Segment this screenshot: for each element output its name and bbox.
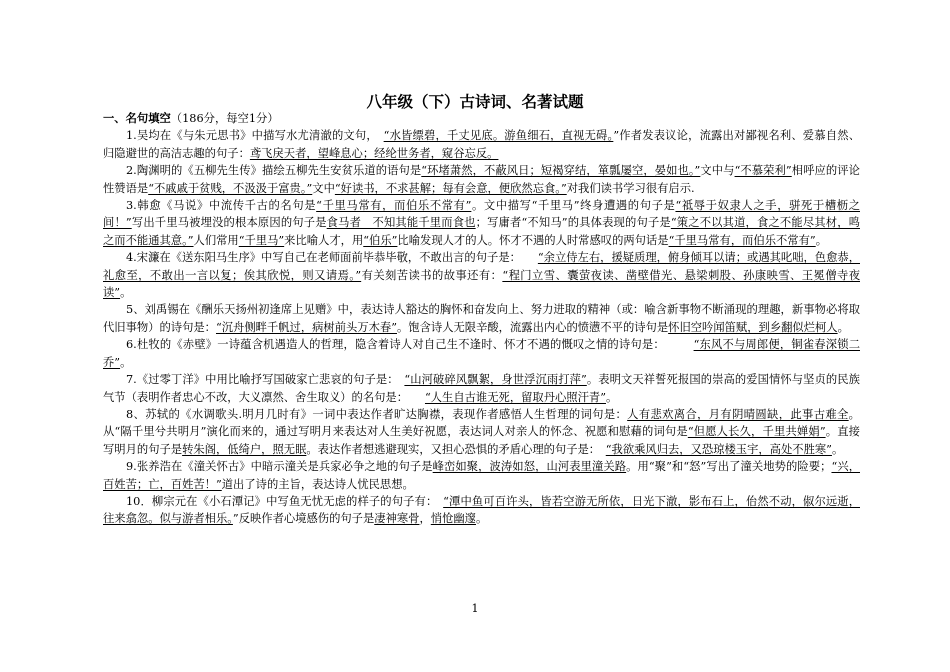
answer-text: 凄神寒骨 <box>374 512 420 526</box>
answer-text: 鸢飞戾天者，望峰息心；经纶世务者，窥谷忘反。 <box>249 146 499 160</box>
question-text: 8、苏轼的《水调歌头.明月几时有》一词中表达作者旷达胸襟，表现作者感悟人生哲理的词句是： <box>126 407 628 421</box>
answer-text: “千里马常有，而伯乐不常有” <box>668 233 816 247</box>
question-text: 。 <box>815 233 827 247</box>
question-text: 。表达作者想逃避现实，又担心恐惧的矛盾心理的句子是： <box>306 442 606 456</box>
answer-text: “但愿人长久，千里共婵娟” <box>687 425 826 439</box>
answer-text: “策之不以其道，食之不能尽其材，鸣之而不能通其意。” <box>103 216 860 247</box>
question-text: 文中与 <box>700 164 735 178</box>
question-text: 相呼应的评论性赞语是 <box>103 164 860 195</box>
question-text: 1.吴均在《与朱元思书》中描写水尤清澈的文句， <box>126 129 384 143</box>
question-item <box>103 249 860 301</box>
question-item <box>103 162 860 197</box>
answer-text: 食马者 不知其能千里而食也 <box>326 216 476 230</box>
answer-text: “山河破碎风飘絮，身世浮沉雨打萍” <box>404 373 587 387</box>
question-text: 。用“聚”和“怒”写出了潼关地势的险要； <box>626 460 832 474</box>
question-text: 。饱含诗人无限辛酸，流露出内心的愤懑不平的诗句是 <box>397 320 669 334</box>
answer-text: 峰峦如聚，波涛如怒，山河表里潼关路 <box>432 460 627 474</box>
question-text: 。表明文天祥誓死报国的崇高的爱国情怀与坚贞的民族气节（表明作者忠心不改，大义凛然、舍生取义）的名句是： <box>103 373 860 404</box>
answer-text: “我欲乘风归去，又恐琼楼玉宇，高处不胜寒” <box>605 442 832 456</box>
document-title: 八年级（下）古诗词、名著试题 <box>366 93 584 111</box>
question-text: 10．柳宗元在《小石潭记》中写鱼无忧无虑的样子的句子有： <box>126 494 444 508</box>
question-text: 比喻发现人才的人。怀才不遇的人时常感叹的两句话是 <box>397 233 669 247</box>
question-text: 3.韩愈《马说》中流传千古的名句是 <box>126 199 317 213</box>
question-text: 9.张养浩在《潼关怀古》中暗示潼关是兵家必争之地的句子是 <box>126 460 433 474</box>
answer-text: “沉舟侧畔千帆过，病树前头万木春” <box>215 320 397 334</box>
answer-text: “千里马常有，而伯乐不常有” <box>316 199 472 213</box>
section-heading-text: 一、名句填空 <box>103 112 171 125</box>
question-item <box>103 301 860 336</box>
answer-text: 转朱阁，低绮户，照无眠 <box>182 442 307 456</box>
question-item <box>103 406 860 458</box>
document-body <box>103 110 860 528</box>
question-text: ， <box>419 512 431 526</box>
question-text: ”反映作者心境感伤的句子是 <box>232 512 375 526</box>
question-item <box>103 197 860 249</box>
answer-text: “千里马” <box>238 233 285 247</box>
answer-text: “祗辱于奴隶人之手，骈死于槽枥之间！” <box>103 199 860 230</box>
question-text: 文中 <box>312 181 335 195</box>
question-text: 6.杜牧的《赤壁》一诗蕴含机遇造人的哲理，隐含着诗人对自己生不逢时、怀才不遇的慨叹之情的诗句是： <box>126 338 694 352</box>
answer-text: “程门立雪、囊萤夜读、凿壁借光、悬梁刺股、孙康映雪、王冕僧寺夜读” <box>103 268 860 300</box>
question-text: 。 <box>120 355 132 369</box>
question-text: 。直接写明月的句子是 <box>103 425 860 456</box>
question-text: 7.《过零丁洋》中用比喻抒写国破家亡悲哀的句子是： <box>126 373 405 387</box>
question-text: 5、刘禹锡在《酬乐天扬州初逢席上见赠》中，表达诗人豁达的胸怀和奋发向上、努力进取的精神（或：喻含新事物不断涌现的理趣，新事物必将取代旧事物）的诗句是： <box>103 303 860 334</box>
question-text: 人们常用 <box>193 233 239 247</box>
question-text: 有关刻苦读书的故事还有： <box>361 268 503 282</box>
section-heading <box>103 110 860 127</box>
question-text: 。 <box>831 442 844 456</box>
answer-text: “好读书，不求甚解；每有会意，便欣然忘食。” <box>334 181 567 195</box>
answer-text: “不慕荣利” <box>734 164 792 178</box>
question-text: 。 <box>605 390 618 404</box>
question-text: 。 <box>120 286 132 300</box>
answer-text: “兴，百姓苦；亡，百姓苦！” <box>103 460 860 491</box>
question-text: 对我们读书学习很有启示. <box>566 181 695 195</box>
question-item <box>103 336 860 371</box>
question-item <box>103 458 860 493</box>
question-item <box>103 127 860 162</box>
answer-text: “环堵萧然，不蔽风日；短褐穿结，箪瓢屡空，晏如也。” <box>421 164 701 178</box>
answer-text: 人有悲欢离合，月有阴晴圆缺，此事古难全 <box>627 407 849 421</box>
answer-text: “人生自古谁无死，留取丹心照汗青” <box>424 390 606 404</box>
question-text: 。文中描写“千里马”终身遭遇的句子是 <box>471 199 676 213</box>
page-number: 1 <box>471 602 479 615</box>
answer-text: “不戚戚于贫贱，不汲汲于富贵。” <box>148 181 313 195</box>
answer-text: “水皆缥碧，千丈见底。游鱼细石，直视无碍。 <box>383 129 614 143</box>
question-text: ”作者发表议论，流露出对鄙视名利、爱慕自然、归隐避世的高洁志趣的句子： <box>103 129 860 160</box>
answer-text: “余立侍左右，援疑质理，俯身倾耳以请；或遇其叱咄，色愈恭，礼愈至，不敢出一言以复；俟其欣悦，则又请焉。” <box>103 251 860 282</box>
question-text: 来比喻人才，用 <box>284 233 364 247</box>
question-item <box>103 493 860 528</box>
question-text: 2.陶渊明的《五柳先生传》描绘五柳先生安贫乐道的语句是 <box>126 164 422 178</box>
question-text: ；写庸者“不知马”的具体表现的句子是 <box>475 216 671 230</box>
question-list <box>103 127 860 527</box>
answer-text: “伯乐” <box>363 233 398 247</box>
section-heading-note: （186分，每空1分） <box>170 112 279 125</box>
question-text: 4.宋濂在《送东阳马生序》中写自己在老师面前毕恭毕敬，不敢出言的句子是： <box>126 251 538 265</box>
answer-text: “潭中鱼可百许头，皆若空游无所依，日光下澈，影布石上，佁然不动，俶尔远逝，往来翕忽。似与游者相乐。 <box>103 494 860 526</box>
question-text: 道出了诗的主旨，表达诗人忧民思想。 <box>221 477 414 491</box>
question-text: 。 <box>837 320 849 334</box>
question-text: 。 <box>475 512 488 526</box>
question-text: 写出千里马被埋没的根本原因的句子是 <box>131 216 327 230</box>
question-text: 。从“隔千里兮共明月”演化而来的，通过写明月来表达对人生美好祝愿，表达词人对亲人的怀念、祝愿和慰藉的词句是 <box>103 407 860 439</box>
answer-text: 悄怆幽邃 <box>430 512 476 526</box>
question-item <box>103 371 860 406</box>
answer-text: “东风不与周郎便，铜雀春深锁二乔” <box>103 338 860 369</box>
answer-text: 怀旧空吟闻笛赋，到乡翻似烂柯人 <box>668 320 838 334</box>
